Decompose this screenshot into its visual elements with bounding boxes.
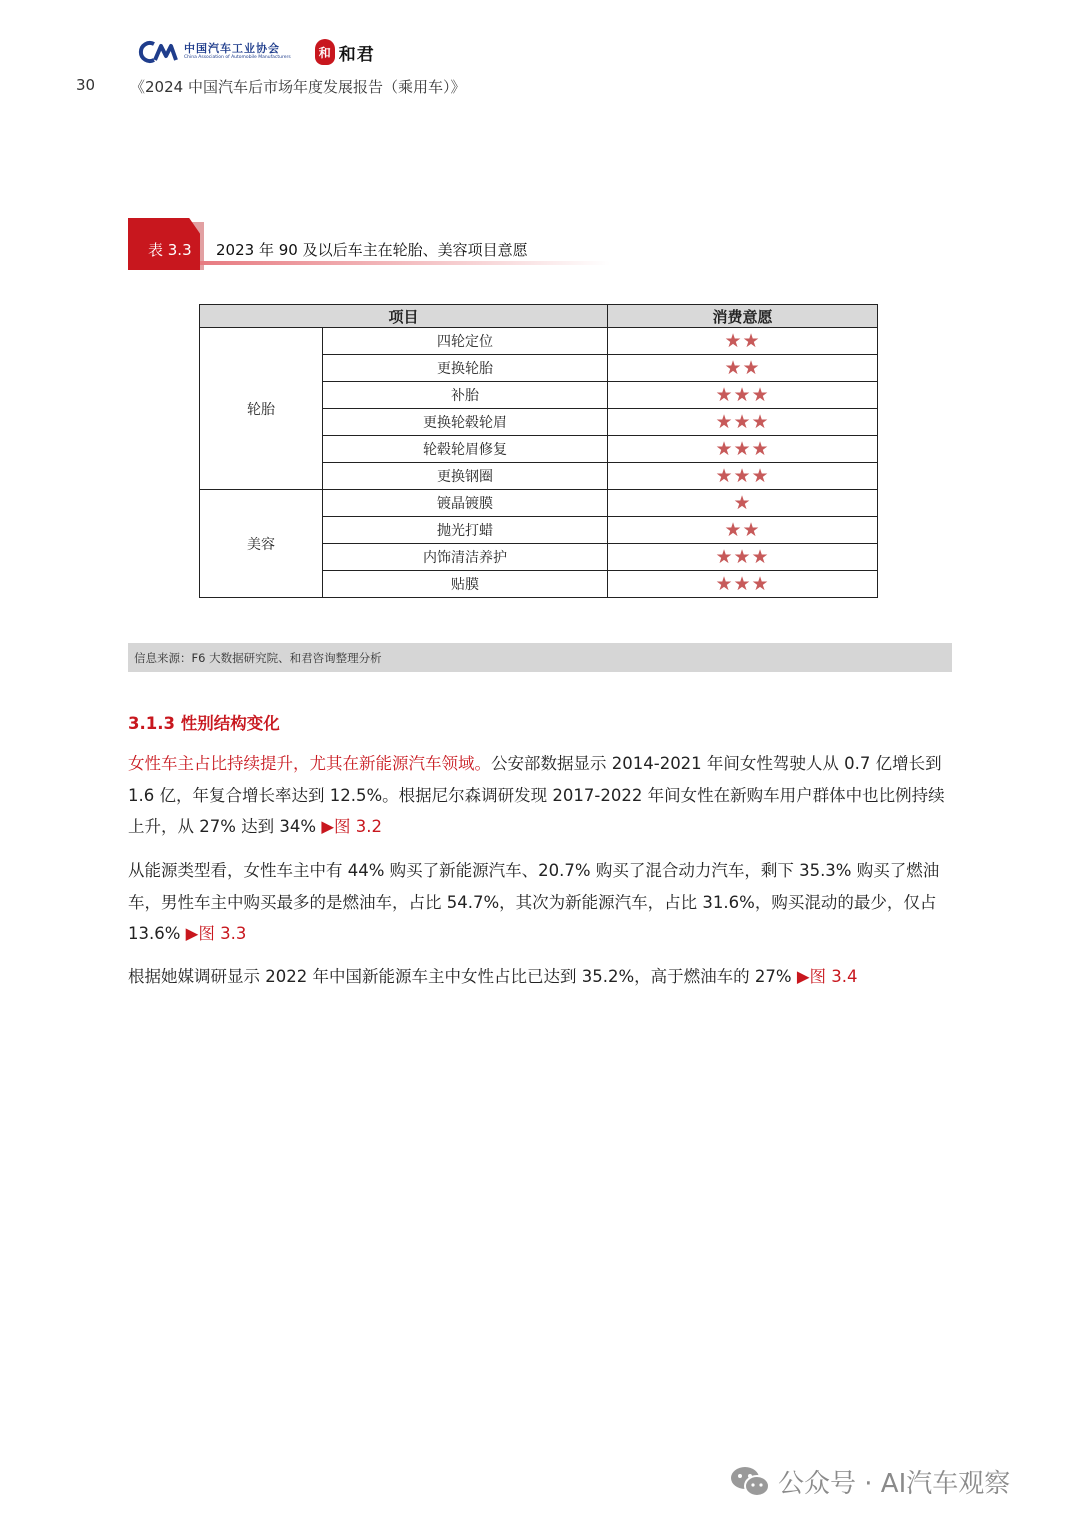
- item-cell: 镀晶镀膜: [323, 490, 608, 517]
- item-cell: 轮毂轮眉修复: [323, 436, 608, 463]
- rating-stars: ★★★: [608, 463, 878, 490]
- rating-stars: ★★★: [608, 436, 878, 463]
- watermark: [730, 1463, 1010, 1500]
- rating-stars: ★★★: [608, 382, 878, 409]
- rating-stars: ★★: [608, 517, 878, 544]
- table-row: [200, 328, 878, 355]
- item-cell: 内饰清洁养护: [323, 544, 608, 571]
- paragraph-2: [128, 855, 954, 950]
- caam-english-name: China Association of Automobile Manufacturers: [184, 55, 291, 61]
- wechat-icon: [730, 1465, 770, 1499]
- table-header-row: [200, 305, 878, 328]
- rating-stars: ★★★: [608, 544, 878, 571]
- paragraph-text: 根据她媒调研显示 2022 年中国新能源车主中女性占比已达到 35.2%，高于燃油车的 27%: [128, 967, 797, 986]
- paragraph-1: [128, 748, 954, 843]
- header-intent: 消费意愿: [608, 305, 878, 328]
- paragraph-highlight: 女性车主占比持续提升，尤其在新能源汽车领域。: [128, 754, 491, 773]
- header-item: 项目: [200, 305, 608, 328]
- item-cell: 贴膜: [323, 571, 608, 598]
- rating-stars: ★★: [608, 328, 878, 355]
- table-row: [200, 490, 878, 517]
- figure-ref-3-2[interactable]: ▶图 3.2: [321, 817, 383, 836]
- table-label: 表 3.3: [148, 241, 192, 259]
- item-cell: 更换轮毂轮眉: [323, 409, 608, 436]
- category-cell: 美容: [200, 490, 323, 598]
- hejun-logo: [315, 39, 375, 65]
- figure-ref-3-4[interactable]: ▶图 3.4: [796, 967, 858, 986]
- item-cell: 抛光打蜡: [323, 517, 608, 544]
- header-logos: [138, 36, 375, 68]
- item-cell: 补胎: [323, 382, 608, 409]
- watermark-text: 公众号 · AI汽车观察: [778, 1469, 1011, 1499]
- rating-stars: ★: [608, 490, 878, 517]
- report-title: 《2024 中国汽车后市场年度发展报告（乘用车）》: [130, 78, 466, 96]
- item-cell: 更换轮胎: [323, 355, 608, 382]
- page-number: 30: [76, 76, 96, 94]
- item-cell: 四轮定位: [323, 328, 608, 355]
- paragraph-text: 公安部数据显示 2014-2021 年间女性驾驶人从 0.7 亿增长到 1.6 亿，年复合增长率达到 12.5%。根据尼尔森调研发现 2017-2022 年间女性在新购车用户群体中也比例持续上升，从 27% 达到 34%: [128, 754, 945, 836]
- item-cell: 更换钢圈: [323, 463, 608, 490]
- rating-stars: ★★★: [608, 571, 878, 598]
- category-cell: 轮胎: [200, 328, 323, 490]
- rating-stars: ★★★: [608, 409, 878, 436]
- source-note: [128, 643, 952, 672]
- rating-stars: ★★: [608, 355, 878, 382]
- table-title: 2023 年 90 及以后车主在轮胎、美容项目意愿: [216, 241, 528, 259]
- figure-ref-3-3[interactable]: ▶图 3.3: [185, 924, 247, 943]
- hejun-name: 和君: [338, 44, 375, 65]
- consumption-intent-table: [199, 304, 878, 598]
- paragraph-3: [128, 961, 954, 993]
- hejun-seal-icon: 和: [315, 39, 335, 65]
- source-text: 信息来源：F6 大数据研究院、和君咨询整理分析: [134, 651, 382, 665]
- section-heading: 3.1.3 性别结构变化: [128, 714, 280, 733]
- caam-logo: [138, 40, 291, 64]
- table-caption: [128, 218, 608, 270]
- caam-logo-icon: [138, 40, 178, 64]
- caam-name: 中国汽车工业协会: [184, 42, 280, 56]
- paragraph-text: 从能源类型看，女性车主中有 44% 购买了新能源汽车、20.7% 购买了混合动力汽车，剩下 35.3% 购买了燃油车，男性车主中购买最多的是燃油车，占比 54.7%，其次为新能源汽车，占比 31.6%，购买混动的最少，仅占 13.6%: [128, 861, 940, 943]
